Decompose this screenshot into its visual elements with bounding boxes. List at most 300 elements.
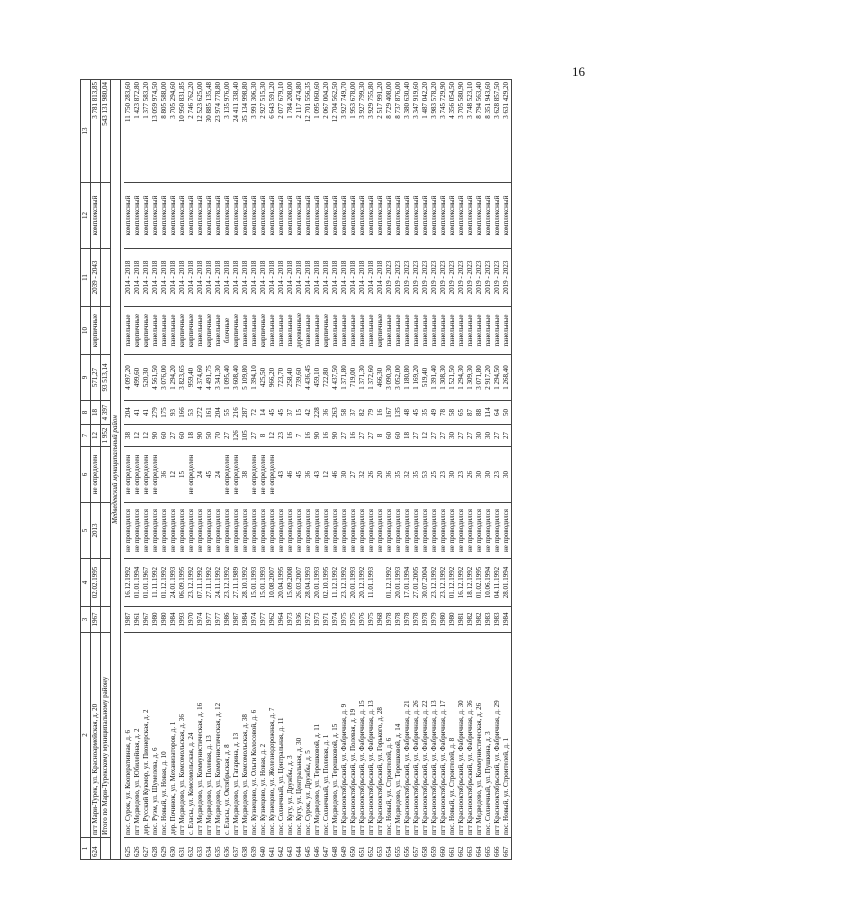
privatization-date: 11.01.1993	[367, 559, 376, 607]
repair-type: комплексный	[259, 183, 268, 249]
repair-period: 2014 - 2018	[304, 249, 313, 307]
table-row	[484, 80, 493, 860]
privatization-date: 16.12.1992	[457, 559, 466, 607]
table-row	[187, 80, 196, 860]
row-number: 660	[439, 838, 448, 860]
row-number: 659	[430, 838, 439, 860]
privatization-date: 23.12.1992	[223, 559, 232, 607]
last-repair: не проводился	[439, 503, 448, 559]
apartments: 27	[367, 425, 376, 447]
wear-level: 23	[493, 447, 502, 503]
repair-cost: 1 423 872,80	[133, 80, 142, 183]
wear-level: 30	[340, 447, 349, 503]
address: пос. Новый, ул. Новая, д. 10	[160, 633, 169, 838]
last-repair: не проводился	[484, 503, 493, 559]
wear-level: 38	[241, 447, 250, 503]
repair-cost: 2 927 515,30	[259, 80, 268, 183]
repair-cost: 3 745 729,90	[439, 80, 448, 183]
apartments: 23	[277, 425, 286, 447]
wall-material: панельные	[466, 307, 475, 355]
repair-period: 2014 - 2018	[151, 249, 160, 307]
address: пгт Краснооктябрьский, ул. Фабричная, д. 9	[340, 633, 349, 838]
total-row	[101, 80, 111, 860]
residents: 35	[421, 401, 430, 425]
apartments: 16	[304, 425, 313, 447]
repair-period: 2019 - 2023	[457, 249, 466, 307]
repair-cost: 1 487 042,20	[421, 80, 430, 183]
apartments: 7	[295, 425, 304, 447]
row-number: 644	[295, 838, 304, 860]
privatization-date: 15.01.1993	[259, 559, 268, 607]
area: 1 371,80	[340, 355, 349, 401]
repair-cost: 2 067 004,20	[322, 80, 331, 183]
apartments: 60	[385, 425, 394, 447]
residents: 114	[484, 401, 493, 425]
wall-material: блочные	[223, 307, 232, 355]
last-repair: не проводился	[286, 503, 295, 559]
residents: 79	[367, 401, 376, 425]
repair-type: комплексный	[457, 183, 466, 249]
repair-cost: 35 134 998,80	[241, 80, 250, 183]
repair-period: 2039 - 2043	[91, 249, 101, 307]
row-number: 634	[205, 838, 214, 860]
apartments: 27	[430, 425, 439, 447]
wear-level: 30	[448, 447, 457, 503]
residents: 228	[313, 401, 322, 425]
area: 571,27	[91, 355, 101, 401]
address: пгт Мари-Турек, ул. Красноармейская, д. 20	[91, 633, 101, 838]
repair-cost: 13 059 974,50	[151, 80, 160, 183]
address: пгт Краснооктябрьский, ул. Фабричная, д. 21	[403, 633, 412, 838]
repair-period: 2014 - 2018	[196, 249, 205, 307]
address: пгт Медведево, ул. Коммунистическая, д. 26	[475, 633, 484, 838]
repair-cost: 23 974 778,80	[214, 80, 223, 183]
apartments: 27	[169, 425, 178, 447]
residents: 82	[358, 401, 367, 425]
repair-period: 2014 - 2018	[223, 249, 232, 307]
wall-material: кирпичные	[376, 307, 385, 355]
wall-material: панельные	[196, 307, 205, 355]
privatization-date: 07.11.1992	[196, 559, 205, 607]
wear-level: 24	[214, 447, 223, 503]
table-row	[439, 80, 448, 860]
row-number: 652	[367, 838, 376, 860]
residents: 55	[223, 401, 232, 425]
apartments: 18	[187, 425, 196, 447]
area: 1 268,40	[502, 355, 512, 401]
wall-material: панельные	[430, 307, 439, 355]
wear-level: 27	[349, 447, 358, 503]
header-cell: 3	[81, 607, 91, 633]
row-number: 655	[394, 838, 403, 860]
build-year: 1975	[349, 607, 358, 633]
repair-cost: 3 628 857,50	[493, 80, 502, 183]
address: пос. Кузнецово, ул. Железнодорожная, д. 7	[268, 633, 277, 838]
table-row	[286, 80, 295, 860]
area: 1 294,30	[457, 355, 466, 401]
repair-type: комплексный	[466, 183, 475, 249]
wall-material: панельные	[367, 307, 376, 355]
table-row	[169, 80, 178, 860]
residents: 166	[178, 401, 187, 425]
area: 1 372,60	[367, 355, 376, 401]
repair-cost: 12 523 625,00	[196, 80, 205, 183]
privatization-date: 06.09.1995	[178, 559, 187, 607]
privatization-date: 27.01.2005	[412, 559, 421, 607]
repair-type: комплексный	[124, 183, 133, 249]
wall-material: панельные	[250, 307, 259, 355]
last-repair: не проводился	[466, 503, 475, 559]
header-cell: 5	[81, 503, 91, 559]
repair-period: 2014 - 2018	[268, 249, 277, 307]
wall-material: панельные	[385, 307, 394, 355]
address: пгт Медведево, ул. Терешковой, д. 11	[313, 633, 322, 838]
repair-type: комплексный	[439, 183, 448, 249]
wear-level: не определен	[250, 447, 259, 503]
row-number: 633	[196, 838, 205, 860]
wear-level: 25	[430, 447, 439, 503]
area: 1 294,50	[493, 355, 502, 401]
privatization-date: 17.01.1994	[403, 559, 412, 607]
repair-type: комплексный	[241, 183, 250, 249]
wear-level: не определен	[268, 447, 277, 503]
address: пгт Медведево, ул. Коммунистическая, д. 16	[196, 633, 205, 838]
wear-level: 35	[394, 447, 403, 503]
table-rotation-frame	[80, 80, 625, 860]
row-number: 643	[286, 838, 295, 860]
repair-type: комплексный	[214, 183, 223, 249]
last-repair: не проводился	[250, 503, 259, 559]
table-row	[493, 80, 502, 860]
repair-cost: 3 927 749,70	[340, 80, 349, 183]
residents: 204	[124, 401, 133, 425]
residents: 279	[151, 401, 160, 425]
address: с. Еласы, ул. Октябрьская, д. 8	[223, 633, 232, 838]
total-cost: 543 131 980,04	[101, 80, 111, 183]
address: пгт Краснооктябрьский, ул. Фабричная, д. 30	[457, 633, 466, 838]
repair-cost: 2 746 762,20	[187, 80, 196, 183]
last-repair: не проводился	[331, 503, 340, 559]
repair-type: комплексный	[286, 183, 295, 249]
repair-cost: 12 701 556,35	[304, 80, 313, 183]
privatization-date: 02.10.1995	[322, 559, 331, 607]
build-year: 1980	[448, 607, 457, 633]
build-year: 1978	[385, 607, 394, 633]
address: пос. Солнечный, ул. Пушкина, д. 3	[484, 633, 493, 838]
apartments: 90	[331, 425, 340, 447]
table-row	[394, 80, 403, 860]
table-row	[223, 80, 232, 860]
privatization-date: 01.12.1992	[385, 559, 394, 607]
wall-material: панельные	[304, 307, 313, 355]
wear-level: 30	[475, 447, 484, 503]
build-year: 1982	[475, 607, 484, 633]
privatization-date: 28.10.1992	[241, 559, 250, 607]
wall-material: деревянные	[295, 307, 304, 355]
repair-type: комплексный	[250, 183, 259, 249]
address: пос. Новый, ул. Строителей, д. 1	[502, 633, 512, 838]
build-year: 1980	[160, 607, 169, 633]
last-repair: не проводился	[205, 503, 214, 559]
address: пос. Кугу, ул. Дружбы, д. 3	[286, 633, 295, 838]
privatization-date: 11.11.1992	[151, 559, 160, 607]
area: 719,00	[349, 355, 358, 401]
repair-cost: 3 135 976,00	[223, 80, 232, 183]
last-repair: не проводился	[313, 503, 322, 559]
last-repair: не проводился	[322, 503, 331, 559]
last-repair: не проводился	[160, 503, 169, 559]
residents: 167	[385, 401, 394, 425]
apartments: 27	[412, 425, 421, 447]
repair-cost: 3 380 630,40	[403, 80, 412, 183]
address: пгт Медведево, ул. Полевая, д. 13	[205, 633, 214, 838]
repair-period: 2014 - 2018	[349, 249, 358, 307]
repair-period: 2019 - 2023	[502, 249, 512, 307]
apartments: 27	[493, 425, 502, 447]
repair-period: 2014 - 2018	[160, 249, 169, 307]
address: пгт Краснооктябрьский, ул. Фабричная, д. 17	[439, 633, 448, 838]
header-cell: 8	[81, 401, 91, 425]
residents: 45	[268, 401, 277, 425]
repair-period: 2019 - 2023	[412, 249, 421, 307]
area: 3 052,00	[394, 355, 403, 401]
last-repair: не проводился	[502, 503, 512, 559]
wall-material: панельные	[124, 307, 133, 355]
residents: 50	[502, 401, 512, 425]
table-row	[466, 80, 475, 860]
privatization-date: 23.12.1992	[439, 559, 448, 607]
residents: 37	[349, 401, 358, 425]
repair-type: комплексный	[475, 183, 484, 249]
privatization-date: 23.12.1992	[430, 559, 439, 607]
row-number: 666	[493, 838, 502, 860]
header-cell: 10	[81, 307, 91, 355]
last-repair: не проводился	[223, 503, 232, 559]
wear-level: 30	[484, 447, 493, 503]
row-number: 654	[385, 838, 394, 860]
residents: 45	[412, 401, 421, 425]
repair-period: 2014 - 2018	[340, 249, 349, 307]
last-repair: не проводился	[304, 503, 313, 559]
wear-level: не определен	[223, 447, 232, 503]
table-row	[277, 80, 286, 860]
area: 1 180,80	[403, 355, 412, 401]
wall-material: панельные	[268, 307, 277, 355]
repair-period: 2014 - 2018	[367, 249, 376, 307]
repair-cost: 3 983 578,20	[430, 80, 439, 183]
address: пгт Медведево, ул. Комсомольская, д. 36	[178, 633, 187, 838]
address: пос. Солнечный, ул. Центральная, д. 11	[277, 633, 286, 838]
repair-cost: 8 805 588,00	[160, 80, 169, 183]
table-row	[322, 80, 331, 860]
wear-level: 36	[385, 447, 394, 503]
repair-period: 2014 - 2018	[124, 249, 133, 307]
repair-cost: 3 705 294,60	[169, 80, 178, 183]
repair-period: 2014 - 2018	[376, 249, 385, 307]
repair-type: комплексный	[142, 183, 151, 249]
repair-period: 2019 - 2023	[466, 249, 475, 307]
repair-cost: 1 377 583,20	[142, 80, 151, 183]
wear-level: 23	[439, 447, 448, 503]
repair-period: 2019 - 2023	[403, 249, 412, 307]
residents: 204	[214, 401, 223, 425]
repair-cost: 8 794 563,40	[475, 80, 484, 183]
wear-level: 45	[295, 447, 304, 503]
address: пос. Сурок, ул. Дружбы, д. 5	[304, 633, 313, 838]
last-repair: не проводился	[259, 503, 268, 559]
last-repair: не проводился	[457, 503, 466, 559]
table-row	[304, 80, 313, 860]
repair-cost: 8 729 408,00	[385, 80, 394, 183]
row-number: 667	[502, 838, 512, 860]
repair-type: комплексный	[340, 183, 349, 249]
row-number: 645	[304, 838, 313, 860]
last-repair: не проводился	[394, 503, 403, 559]
header-cell: 2	[81, 633, 91, 838]
last-repair: не проводился	[232, 503, 241, 559]
last-repair: не проводился	[376, 503, 385, 559]
area: 722,80	[322, 355, 331, 401]
row-number: 635	[214, 838, 223, 860]
wall-material: панельные	[241, 307, 250, 355]
repair-type: комплексный	[367, 183, 376, 249]
row-number: 636	[223, 838, 232, 860]
wall-material: панельные	[421, 307, 430, 355]
repair-type: комплексный	[151, 183, 160, 249]
repair-cost: 3 927 799,30	[358, 80, 367, 183]
rotated-table-container	[80, 80, 860, 857]
apartments: 90	[151, 425, 160, 447]
residents: 58	[340, 401, 349, 425]
repair-period: 2014 - 2018	[259, 249, 268, 307]
total-label: Итого по Мари-Турекскому муниципальному району	[101, 633, 111, 838]
repair-period: 2019 - 2023	[484, 249, 493, 307]
repair-period: 2014 - 2018	[169, 249, 178, 307]
table-row	[385, 80, 394, 860]
last-repair: не проводился	[340, 503, 349, 559]
build-year: 1987	[124, 607, 133, 633]
repair-cost: 2 077 679,10	[277, 80, 286, 183]
apartments: 27	[502, 425, 512, 447]
repair-period: 2014 - 2018	[142, 249, 151, 307]
table-row	[241, 80, 250, 860]
last-repair: не проводился	[475, 503, 484, 559]
repair-cost: 8 737 876,00	[394, 80, 403, 183]
residents: 58	[448, 401, 457, 425]
address: пгт Медведево, ул. Терешковой, д. 15	[331, 633, 340, 838]
repair-cost: 3 347 919,60	[412, 80, 421, 183]
repair-cost: 4 356 054,50	[448, 80, 457, 183]
repair-period: 2019 - 2023	[394, 249, 403, 307]
repair-period: 2014 - 2018	[250, 249, 259, 307]
wear-level: 20	[376, 447, 385, 503]
wear-level: не определен	[151, 447, 160, 503]
build-year: 1975	[340, 607, 349, 633]
repair-type: комплексный	[91, 183, 101, 249]
wear-level: 12	[169, 447, 178, 503]
last-repair: не проводился	[142, 503, 151, 559]
area: 466,30	[376, 355, 385, 401]
table-row	[133, 80, 142, 860]
row-number: 646	[313, 838, 322, 860]
residents: 88	[475, 401, 484, 425]
header-cell: 1	[81, 838, 91, 860]
build-year: 1964	[277, 607, 286, 633]
apartments: 12	[133, 425, 142, 447]
build-year: 1983	[484, 607, 493, 633]
row-number: 653	[376, 838, 385, 860]
page-number: 16	[572, 64, 585, 79]
residents: 72	[250, 401, 259, 425]
last-repair: не проводился	[151, 503, 160, 559]
row-number: 624	[91, 838, 101, 860]
row-number: 632	[187, 838, 196, 860]
wear-level: не определен	[232, 447, 241, 503]
area: 723,70	[277, 355, 286, 401]
apartments: 60	[394, 425, 403, 447]
apartments: 12	[142, 425, 151, 447]
repair-cost: 8 351 943,60	[484, 80, 493, 183]
repair-period: 2014 - 2018	[331, 249, 340, 307]
table-row	[295, 80, 304, 860]
table-row	[367, 80, 376, 860]
privatization-date: 20.01.1993	[313, 559, 322, 607]
residents: 15	[295, 401, 304, 425]
last-repair: не проводился	[196, 503, 205, 559]
row-number: 649	[340, 838, 349, 860]
repair-type: комплексный	[376, 183, 385, 249]
wear-level: 43	[277, 447, 286, 503]
residents: 87	[466, 401, 475, 425]
build-year: 1980	[151, 607, 160, 633]
privatization-date: 24.11.1992	[214, 559, 223, 607]
header-cell: 4	[81, 559, 91, 607]
wall-material: панельные	[358, 307, 367, 355]
wall-material: панельные	[151, 307, 160, 355]
wall-material: панельные	[412, 307, 421, 355]
address: пгт Краснооктябрьский, ул. Фабричная, д. 29	[493, 633, 502, 838]
repair-type: комплексный	[223, 183, 232, 249]
repair-cost: 6 643 591,20	[268, 80, 277, 183]
area: 1 294,20	[169, 355, 178, 401]
build-year: 1936	[295, 607, 304, 633]
repair-period: 2014 - 2018	[295, 249, 304, 307]
area: 3 341,30	[214, 355, 223, 401]
privatization-date: 18.12.1992	[466, 559, 475, 607]
repair-cost: 3 748 523,10	[466, 80, 475, 183]
row-number: 641	[268, 838, 277, 860]
table-row	[178, 80, 187, 860]
residents: 18	[91, 401, 101, 425]
address: пгт Краснооктябрьский, ул. Полевая, д. 19	[349, 633, 358, 838]
residents: 161	[205, 401, 214, 425]
wear-level: 12	[322, 447, 331, 503]
repair-type: комплексный	[268, 183, 277, 249]
last-repair: не проводился	[412, 503, 421, 559]
repair-type: комплексный	[358, 183, 367, 249]
header-cell: 11	[81, 249, 91, 307]
repair-period: 2014 - 2018	[241, 249, 250, 307]
privatization-date: 23.12.1992	[187, 559, 196, 607]
wall-material: кирпичные	[178, 307, 187, 355]
apartments: 8	[259, 425, 268, 447]
address: пгт Краснооктябрьский, ул. Фабричная, д. 13	[430, 633, 439, 838]
table-row	[457, 80, 466, 860]
residents: 135	[394, 401, 403, 425]
wear-level: 53	[421, 447, 430, 503]
build-year: 1978	[412, 607, 421, 633]
repair-cost: 10 950 831,85	[178, 80, 187, 183]
